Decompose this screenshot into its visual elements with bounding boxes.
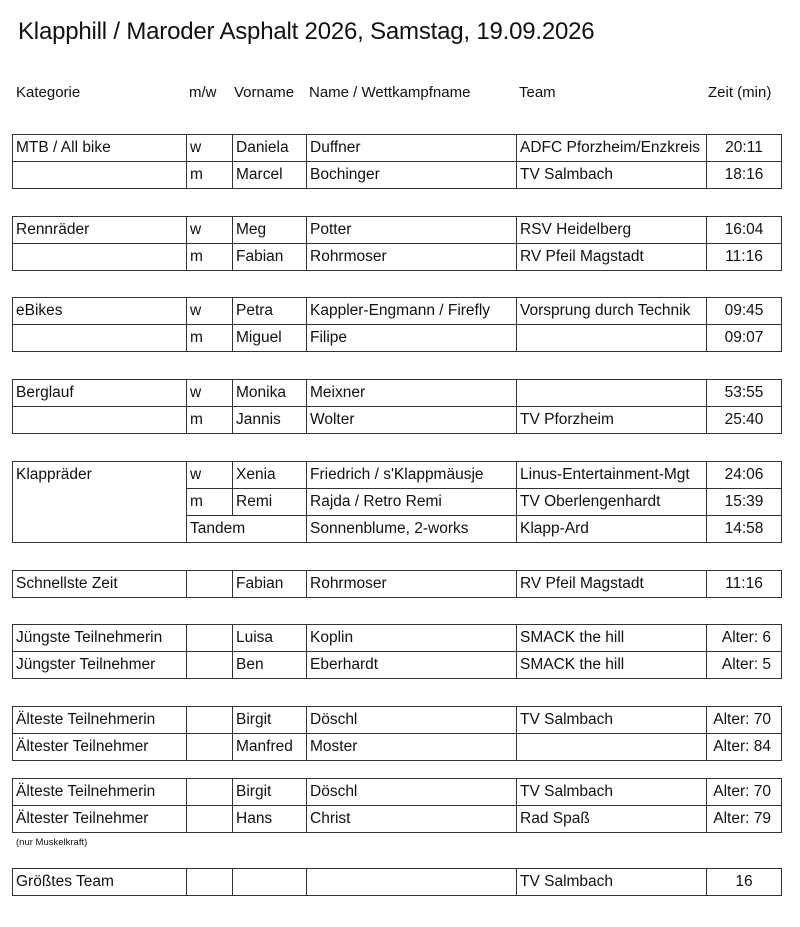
table-row [13,217,782,244]
category-cell [13,244,187,271]
vorname-cell: Xenia [233,462,307,489]
team-cell [517,325,707,352]
time-cell: 20:11 [707,135,782,162]
table-row [13,462,782,489]
name-cell: Döschl [307,779,517,806]
name-cell: Duffner [307,135,517,162]
name-cell: Meixner [307,380,517,407]
vorname-cell: Remi [233,489,307,516]
vorname-cell: Fabian [233,244,307,271]
age-cell: Alter: 70 [707,707,782,734]
team-cell: ADFC Pforzheim/Enzkreis [517,135,707,162]
group-klappraeder [12,461,782,543]
table-row [13,135,782,162]
header-name: Name / Wettkampfname [309,84,471,101]
table-row [13,407,782,434]
name-cell: Eberhardt [307,652,517,679]
header-vorname: Vorname [234,84,295,101]
vorname-cell: Monika [233,380,307,407]
age-cell: Alter: 6 [707,625,782,652]
group-oldest [12,706,782,761]
name-cell: Rohrmoser [307,244,517,271]
table-row [13,806,782,833]
age-cell: Alter: 84 [707,734,782,761]
age-cell: Alter: 5 [707,652,782,679]
table-row [13,162,782,189]
team-cell: TV Salmbach [517,869,707,896]
group-youngest [12,624,782,679]
team-cell [517,380,707,407]
category-cell: Rennräder [13,217,187,244]
category-cell [13,407,187,434]
mw-cell [187,571,233,598]
vorname-cell: Ben [233,652,307,679]
mw-cell: m [187,162,233,189]
footnote: (nur Muskelkraft) [16,837,88,848]
mw-cell [187,869,233,896]
vorname-cell: Miguel [233,325,307,352]
name-cell: Wolter [307,407,517,434]
mw-cell [187,806,233,833]
time-cell: 14:58 [707,516,782,543]
name-cell: Potter [307,217,517,244]
mw-cell: m [187,407,233,434]
category-cell: MTB / All bike [13,135,187,162]
table-row [13,625,782,652]
table-row [13,298,782,325]
mw-cell: m [187,325,233,352]
group-mtb [12,134,782,189]
category-cell: eBikes [13,298,187,325]
vorname-cell: Hans [233,806,307,833]
time-cell: 11:16 [707,571,782,598]
header-zeit: Zeit (min) [708,84,772,101]
vorname-cell: Birgit [233,707,307,734]
tandem-label-cell: Tandem [187,516,307,543]
vorname-cell: Meg [233,217,307,244]
time-cell: 16:04 [707,217,782,244]
mw-cell [187,779,233,806]
age-cell: Alter: 70 [707,779,782,806]
team-cell: Vorsprung durch Technik [517,298,707,325]
team-cell: Linus-Entertainment-Mgt [517,462,707,489]
vorname-cell: Birgit [233,779,307,806]
age-cell: Alter: 79 [707,806,782,833]
category-cell: Schnellste Zeit [13,571,187,598]
table-row [13,734,782,761]
table-row [13,244,782,271]
table-row [13,652,782,679]
table-row [13,380,782,407]
name-cell: Kappler-Engmann / Firefly [307,298,517,325]
vorname-cell: Jannis [233,407,307,434]
name-cell: Koplin [307,625,517,652]
name-cell [307,869,517,896]
category-cell: Klappräder [13,462,187,543]
table-row [13,707,782,734]
team-cell: TV Salmbach [517,162,707,189]
group-rennraeder [12,216,782,271]
name-cell: Filipe [307,325,517,352]
mw-cell: m [187,244,233,271]
team-cell: TV Salmbach [517,707,707,734]
name-cell: Bochinger [307,162,517,189]
mw-cell [187,625,233,652]
name-cell: Döschl [307,707,517,734]
time-cell: 11:16 [707,244,782,271]
mw-cell: w [187,298,233,325]
mw-cell [187,707,233,734]
category-cell: Jüngste Teilnehmerin [13,625,187,652]
mw-cell: w [187,380,233,407]
count-cell: 16 [707,869,782,896]
mw-cell: w [187,217,233,244]
group-fastest [12,570,782,598]
header-team: Team [519,84,556,101]
mw-cell: m [187,489,233,516]
category-cell: Jüngster Teilnehmer [13,652,187,679]
team-cell: TV Pforzheim [517,407,707,434]
name-cell: Rohrmoser [307,571,517,598]
category-cell: Ältester Teilnehmer [13,734,187,761]
category-cell: Größtes Team [13,869,187,896]
mw-cell: w [187,135,233,162]
table-row [13,779,782,806]
mw-cell: w [187,462,233,489]
category-cell: Berglauf [13,380,187,407]
group-ebikes [12,297,782,352]
team-cell: SMACK the hill [517,625,707,652]
group-oldest-muscle [12,778,782,833]
table-row [13,571,782,598]
vorname-cell: Fabian [233,571,307,598]
vorname-cell: Manfred [233,734,307,761]
name-cell: Christ [307,806,517,833]
category-cell: Älteste Teilnehmerin [13,779,187,806]
time-cell: 09:45 [707,298,782,325]
time-cell: 53:55 [707,380,782,407]
category-cell: Ältester Teilnehmer [13,806,187,833]
mw-cell [187,734,233,761]
vorname-cell [233,869,307,896]
category-cell [13,162,187,189]
vorname-cell: Daniela [233,135,307,162]
page-title: Klapphill / Maroder Asphalt 2026, Samstag, 19.09.2026 [18,18,595,45]
team-cell: Rad Spaß [517,806,707,833]
time-cell: 25:40 [707,407,782,434]
team-cell: RV Pfeil Magstadt [517,571,707,598]
category-cell: Älteste Teilnehmerin [13,707,187,734]
name-cell: Sonnenblume, 2-works [307,516,517,543]
team-cell: RSV Heidelberg [517,217,707,244]
name-cell: Friedrich / s'Klappmäusje [307,462,517,489]
time-cell: 09:07 [707,325,782,352]
table-row [13,869,782,896]
name-cell: Moster [307,734,517,761]
vorname-cell: Marcel [233,162,307,189]
time-cell: 15:39 [707,489,782,516]
header-mw: m/w [189,84,217,101]
vorname-cell: Luisa [233,625,307,652]
team-cell: RV Pfeil Magstadt [517,244,707,271]
header-kategorie: Kategorie [16,84,81,101]
team-cell: TV Salmbach [517,779,707,806]
group-berglauf [12,379,782,434]
team-cell [517,734,707,761]
team-cell: SMACK the hill [517,652,707,679]
team-cell: Klapp-Ard [517,516,707,543]
team-cell: TV Oberlengenhardt [517,489,707,516]
time-cell: 18:16 [707,162,782,189]
group-largest-team [12,868,782,896]
vorname-cell: Petra [233,298,307,325]
table-row [13,325,782,352]
time-cell: 24:06 [707,462,782,489]
category-cell [13,325,187,352]
mw-cell [187,652,233,679]
name-cell: Rajda / Retro Remi [307,489,517,516]
